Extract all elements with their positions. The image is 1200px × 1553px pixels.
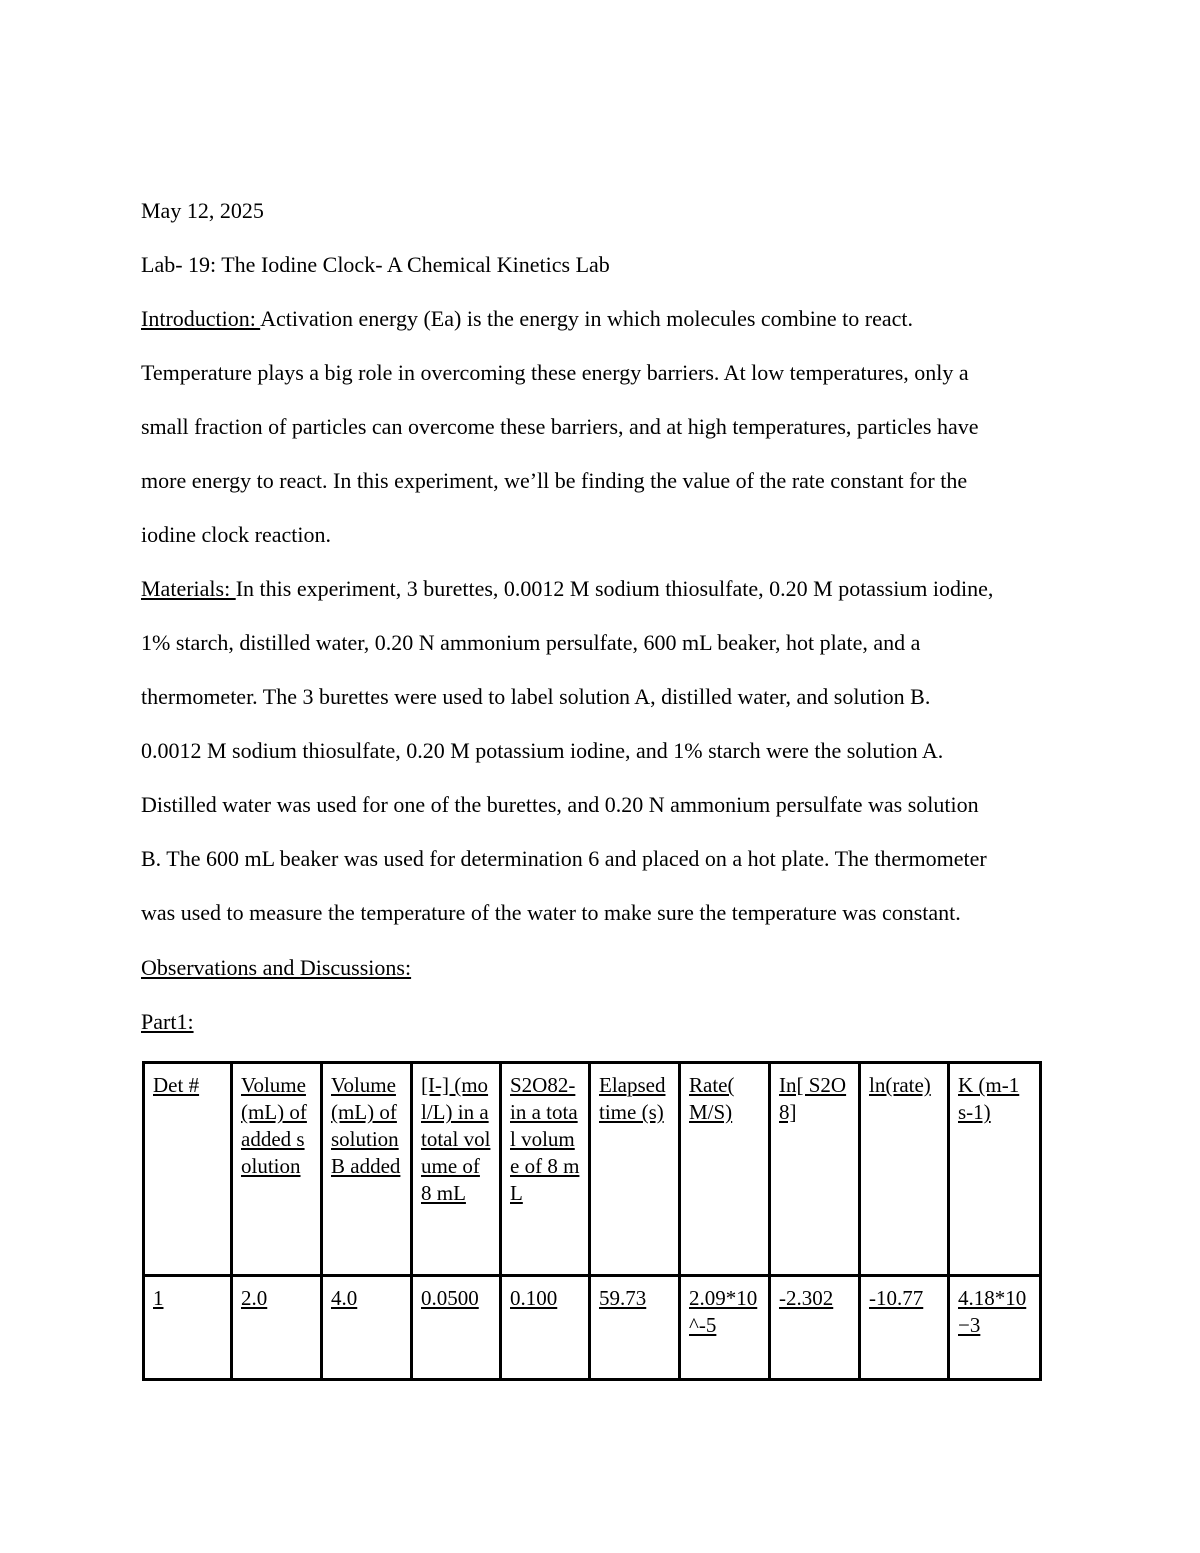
table-row — [144, 1276, 1041, 1380]
materials-line-2: 1% starch, distilled water, 0.20 N ammonium persulfate, 600 mL beaker, hot plate, and a — [141, 630, 921, 655]
table-cell: 0.100 — [501, 1276, 590, 1380]
introduction-heading: Introduction: — [141, 306, 261, 331]
table-cell: -10.77 — [860, 1276, 949, 1380]
lab-title: Lab- 19: The Iodine Clock- A Chemical Kinetics Lab — [141, 252, 610, 277]
header-cell: ln(rate) — [860, 1063, 949, 1276]
header-cell: Rate( M/S) — [680, 1063, 770, 1276]
materials-heading: Materials: — [141, 576, 236, 601]
introduction-line-3: small fraction of particles can overcome these barriers, and at high temperatures, particles have — [141, 414, 979, 439]
introduction-line-5: iodine clock reaction. — [141, 522, 331, 547]
introduction-line-4: more energy to react. In this experiment, we’ll be finding the value of the rate constant for the — [141, 468, 968, 493]
table-header-row — [144, 1063, 1041, 1276]
header-cell: K (m-1 s-1) — [949, 1063, 1041, 1276]
materials-line-3: thermometer. The 3 burettes were used to label solution A, distilled water, and solution B. — [141, 684, 931, 709]
table-cell: -2.302 — [770, 1276, 860, 1380]
header-cell: [I-] (mol/L) in a total volume of 8 mL — [412, 1063, 501, 1276]
header-cell: Volume (mL) of added solution — [232, 1063, 322, 1276]
header-cell: Volume (mL) of solution B added — [322, 1063, 412, 1276]
materials-line-6: B. The 600 mL beaker was used for determination 6 and placed on a hot plate. The thermometer — [141, 846, 987, 871]
part-label: Part1: — [141, 1009, 194, 1034]
header-cell: Elapsed time (s) — [590, 1063, 680, 1276]
header-cell: S2O82- in a total volume of 8 mL — [501, 1063, 590, 1276]
introduction-line-2: Temperature plays a big role in overcoming these energy barriers. At low temperatures, only a — [141, 360, 969, 385]
table-cell: 2.09*10^-5 — [680, 1276, 770, 1380]
materials-line-5: Distilled water was used for one of the burettes, and 0.20 N ammonium persulfate was solution — [141, 792, 979, 817]
results-table — [142, 1061, 1042, 1381]
table-cell: 59.73 — [590, 1276, 680, 1380]
materials-line-4: 0.0012 M sodium thiosulfate, 0.20 M potassium iodine, and 1% starch were the solution A. — [141, 738, 944, 763]
table-cell: 1 — [144, 1276, 232, 1380]
header-cell: Det # — [144, 1063, 232, 1276]
table-cell: 4.18*10 −3 — [949, 1276, 1041, 1380]
date-line: May 12, 2025 — [141, 198, 264, 223]
header-cell: In[ S2O8] — [770, 1063, 860, 1276]
materials-line-1: Materials: In this experiment, 3 burettes, 0.0012 M sodium thiosulfate, 0.20 M potassium iodine, — [141, 576, 994, 601]
table-cell: 2.0 — [232, 1276, 322, 1380]
table-cell: 0.0500 — [412, 1276, 501, 1380]
materials-line-7: was used to measure the temperature of the water to make sure the temperature was constant. — [141, 900, 961, 925]
table-cell: 4.0 — [322, 1276, 412, 1380]
introduction-line-1: Introduction: Activation energy (Ea) is the energy in which molecules combine to react. — [141, 306, 914, 331]
observations-heading: Observations and Discussions: — [141, 955, 412, 980]
